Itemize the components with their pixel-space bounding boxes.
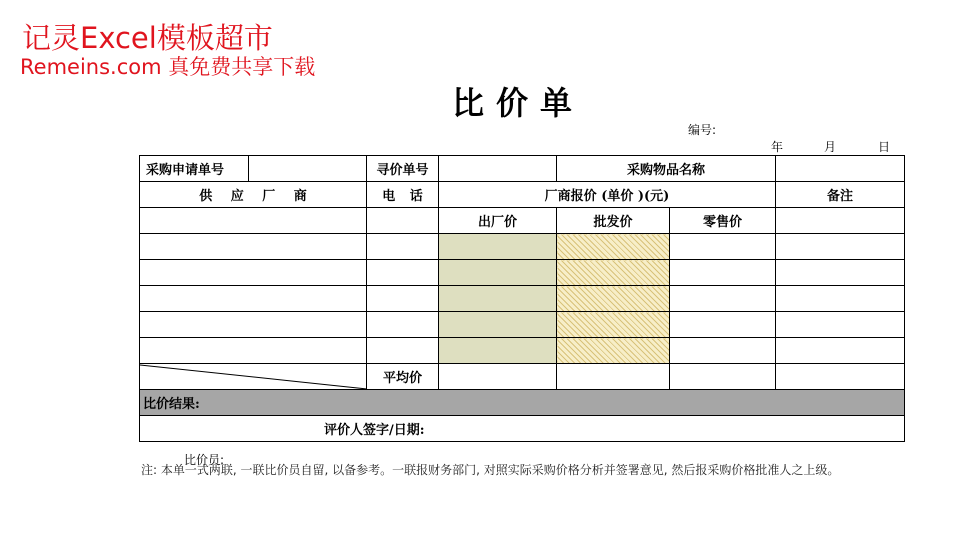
remark-cell[interactable] (776, 312, 905, 338)
inquiry-no-cell[interactable] (439, 156, 557, 182)
remark-cell[interactable] (776, 286, 905, 312)
ex-factory-price-cell[interactable] (439, 234, 557, 260)
phone-header: 电 话 (367, 182, 439, 208)
remark-header: 备注 (776, 182, 905, 208)
comparer-label: 比价员: (184, 453, 225, 467)
supplier-cell[interactable] (140, 312, 367, 338)
item-name-cell[interactable] (776, 156, 905, 182)
phone-cell[interactable] (367, 312, 439, 338)
retail-header: 零售价 (670, 208, 776, 234)
ex-factory-price-cell[interactable] (439, 338, 557, 364)
serial-number-label: 编号: (688, 123, 717, 137)
date-year-label: 年 (771, 140, 784, 154)
remark-cell[interactable] (776, 260, 905, 286)
diagonal-blank-cell (140, 364, 367, 390)
item-name-label: 采购物品名称 (557, 156, 776, 182)
document-title: 比价单 (452, 84, 585, 122)
retail-price-cell[interactable] (670, 312, 776, 338)
table-row (140, 156, 905, 182)
wholesale-price-cell[interactable] (557, 312, 670, 338)
ex-factory-price-cell[interactable] (439, 312, 557, 338)
wholesale-header: 批发价 (557, 208, 670, 234)
retail-price-cell[interactable] (670, 260, 776, 286)
ex-factory-price-cell[interactable] (439, 286, 557, 312)
ex-factory-price-cell[interactable] (439, 260, 557, 286)
comparison-result-label[interactable]: 比价结果: (140, 390, 905, 416)
table-row (140, 260, 905, 286)
ex-factory-header: 出厂价 (439, 208, 557, 234)
brand-subtitle: Remeins.com 真免费共享下载 (20, 55, 316, 79)
wholesale-price-cell[interactable] (557, 338, 670, 364)
table-row (140, 182, 905, 208)
average-retail-cell[interactable] (670, 364, 776, 390)
remark-cell[interactable] (776, 208, 905, 234)
wholesale-price-cell[interactable] (557, 286, 670, 312)
phone-cell[interactable] (367, 338, 439, 364)
average-price-label: 平均价 (367, 364, 439, 390)
supplier-cell[interactable] (140, 338, 367, 364)
phone-cell[interactable] (367, 286, 439, 312)
evaluator-signature-label[interactable]: 评价人签字/日期: (140, 416, 905, 442)
table-row (140, 208, 905, 234)
diagonal-line (140, 364, 367, 390)
supplier-cell[interactable] (140, 208, 367, 234)
retail-price-cell[interactable] (670, 234, 776, 260)
phone-cell[interactable] (367, 234, 439, 260)
brand-title: 记灵Excel模板超市 (22, 21, 273, 55)
average-wholesale-cell[interactable] (557, 364, 670, 390)
table-row (140, 234, 905, 260)
purchase-request-no-cell[interactable] (249, 156, 367, 182)
retail-price-cell[interactable] (670, 286, 776, 312)
average-ex-factory-cell[interactable] (439, 364, 557, 390)
price-comparison-table (139, 155, 905, 442)
purchase-request-no-label: 采购申请单号 (140, 156, 249, 182)
footer-note: 注: 本单一式两联, 一联比价员自留, 以备参考。一联报财务部门, 对照实际采购价格分析并签署意见, 然后报采购价格批准人之上级。 (141, 463, 840, 477)
supplier-cell[interactable] (140, 286, 367, 312)
wholesale-price-cell[interactable] (557, 260, 670, 286)
supplier-cell[interactable] (140, 260, 367, 286)
inquiry-no-label: 寻价单号 (367, 156, 439, 182)
phone-cell[interactable] (367, 208, 439, 234)
date-day-label: 日 (878, 140, 891, 154)
average-remark-cell[interactable] (776, 364, 905, 390)
phone-cell[interactable] (367, 260, 439, 286)
table-row (140, 390, 905, 416)
table-row (140, 286, 905, 312)
remark-cell[interactable] (776, 234, 905, 260)
retail-price-cell[interactable] (670, 338, 776, 364)
table-row (140, 312, 905, 338)
table-row (140, 416, 905, 442)
date-month-label: 月 (824, 140, 837, 154)
supplier-header: 供 应 厂 商 (140, 182, 367, 208)
table-row (140, 338, 905, 364)
supplier-cell[interactable] (140, 234, 367, 260)
table-row (140, 364, 905, 390)
wholesale-price-cell[interactable] (557, 234, 670, 260)
remark-cell[interactable] (776, 338, 905, 364)
quote-header: 厂商报价 (单价 )(元) (439, 182, 776, 208)
